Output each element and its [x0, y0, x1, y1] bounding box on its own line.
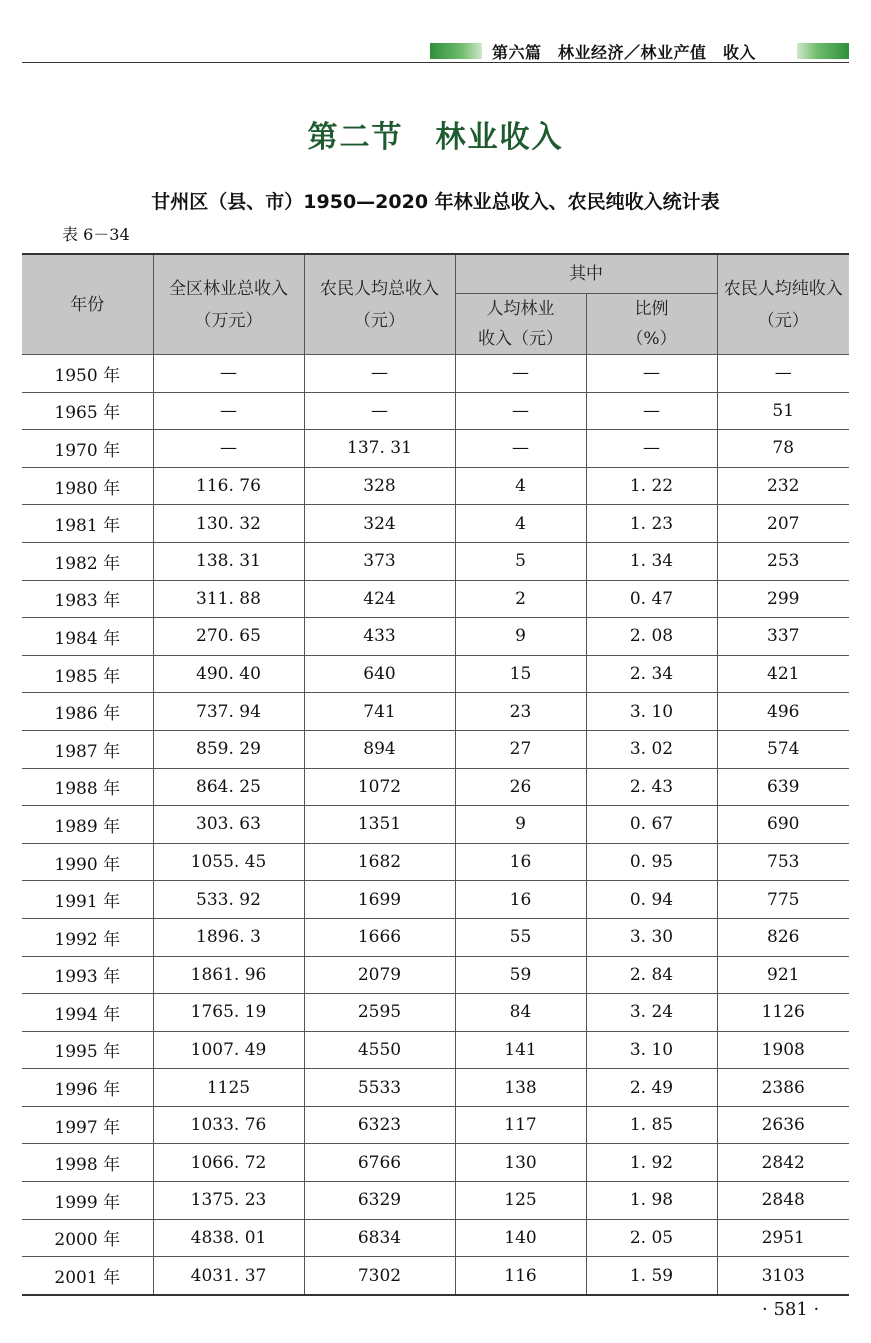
header-year: 年份	[22, 254, 153, 355]
cell-total-income: 864. 25	[153, 768, 304, 806]
cell-ratio: 1. 34	[586, 542, 717, 580]
cell-avg-income: 433	[304, 618, 455, 656]
table-row	[22, 768, 849, 806]
table-row	[22, 505, 849, 543]
table-row	[22, 430, 849, 468]
cell-year: 1950 年	[22, 355, 153, 393]
table-row	[22, 392, 849, 430]
cell-year: 1997 年	[22, 1106, 153, 1144]
table-label: 表 6－34	[62, 225, 130, 244]
cell-avg-income: 741	[304, 693, 455, 731]
table-row	[22, 918, 849, 956]
cell-avg-income: 373	[304, 542, 455, 580]
cell-net-income: 775	[717, 881, 849, 919]
table-row	[22, 806, 849, 844]
cell-ratio: 3. 10	[586, 693, 717, 731]
cell-net-income: 574	[717, 730, 849, 768]
cell-avg-income: 2595	[304, 994, 455, 1032]
cell-year: 1995 年	[22, 1031, 153, 1069]
cell-total-income: 4838. 01	[153, 1219, 304, 1257]
cell-net-income: 299	[717, 580, 849, 618]
cell-forest-income: 4	[455, 505, 586, 543]
cell-total-income: 533. 92	[153, 881, 304, 919]
cell-ratio: 2. 84	[586, 956, 717, 994]
cell-year: 1983 年	[22, 580, 153, 618]
cell-forest-income: 2	[455, 580, 586, 618]
cell-ratio: 2. 49	[586, 1069, 717, 1107]
cell-ratio: 1. 92	[586, 1144, 717, 1182]
cell-avg-income: —	[304, 392, 455, 430]
cell-avg-income: 1699	[304, 881, 455, 919]
cell-ratio: 0. 95	[586, 843, 717, 881]
table-row	[22, 618, 849, 656]
cell-net-income: 78	[717, 430, 849, 468]
cell-avg-income: 328	[304, 467, 455, 505]
cell-net-income: 921	[717, 956, 849, 994]
cell-net-income: 337	[717, 618, 849, 656]
cell-forest-income: —	[455, 392, 586, 430]
table-row	[22, 994, 849, 1032]
cell-net-income: 1908	[717, 1031, 849, 1069]
cell-net-income: 753	[717, 843, 849, 881]
cell-year: 1996 年	[22, 1069, 153, 1107]
cell-year: 1999 年	[22, 1182, 153, 1220]
header-forest-income: 人均林业 收入（元）	[455, 294, 586, 355]
table-row	[22, 580, 849, 618]
cell-net-income: 1126	[717, 994, 849, 1032]
table-row	[22, 467, 849, 505]
cell-forest-income: 84	[455, 994, 586, 1032]
cell-avg-income: 137. 31	[304, 430, 455, 468]
cell-ratio: 3. 02	[586, 730, 717, 768]
table-row	[22, 1182, 849, 1220]
cell-forest-income: 16	[455, 881, 586, 919]
table-row	[22, 843, 849, 881]
cell-year: 1992 年	[22, 918, 153, 956]
cell-ratio: 0. 67	[586, 806, 717, 844]
cell-avg-income: 640	[304, 655, 455, 693]
cell-total-income: 303. 63	[153, 806, 304, 844]
cell-forest-income: 138	[455, 1069, 586, 1107]
header-group: 其中	[455, 254, 717, 294]
table-row	[22, 1257, 849, 1295]
cell-net-income: 496	[717, 693, 849, 731]
cell-total-income: 1007. 49	[153, 1031, 304, 1069]
cell-forest-income: —	[455, 430, 586, 468]
table-row	[22, 1069, 849, 1107]
cell-avg-income: 894	[304, 730, 455, 768]
cell-year: 1989 年	[22, 806, 153, 844]
cell-year: 2001 年	[22, 1257, 153, 1295]
cell-year: 1987 年	[22, 730, 153, 768]
cell-total-income: 1066. 72	[153, 1144, 304, 1182]
cell-forest-income: 4	[455, 467, 586, 505]
cell-net-income: 232	[717, 467, 849, 505]
cell-forest-income: 15	[455, 655, 586, 693]
cell-forest-income: 26	[455, 768, 586, 806]
cell-ratio: 0. 47	[586, 580, 717, 618]
cell-forest-income: 125	[455, 1182, 586, 1220]
table-row	[22, 693, 849, 731]
cell-year: 1985 年	[22, 655, 153, 693]
cell-total-income: 1896. 3	[153, 918, 304, 956]
cell-net-income: 253	[717, 542, 849, 580]
section-title: 第二节 林业收入	[307, 120, 564, 155]
table-row	[22, 1106, 849, 1144]
header-decoration-left	[430, 43, 482, 59]
cell-ratio: 2. 43	[586, 768, 717, 806]
table-row	[22, 1031, 849, 1069]
cell-total-income: 311. 88	[153, 580, 304, 618]
cell-forest-income: —	[455, 355, 586, 393]
table-row	[22, 956, 849, 994]
cell-ratio: 0. 94	[586, 881, 717, 919]
cell-year: 1991 年	[22, 881, 153, 919]
cell-year: 1980 年	[22, 467, 153, 505]
cell-net-income: 2386	[717, 1069, 849, 1107]
header-total-income: 全区林业总收入 （万元）	[153, 254, 304, 355]
cell-ratio: —	[586, 392, 717, 430]
cell-net-income: 639	[717, 768, 849, 806]
cell-forest-income: 5	[455, 542, 586, 580]
table-header	[22, 254, 849, 355]
cell-forest-income: 9	[455, 618, 586, 656]
cell-avg-income: 324	[304, 505, 455, 543]
cell-net-income: 2848	[717, 1182, 849, 1220]
cell-ratio: 3. 24	[586, 994, 717, 1032]
cell-forest-income: 130	[455, 1144, 586, 1182]
cell-year: 1982 年	[22, 542, 153, 580]
cell-total-income: 4031. 37	[153, 1257, 304, 1295]
header-rule	[22, 62, 849, 63]
cell-total-income: 1375. 23	[153, 1182, 304, 1220]
cell-ratio: 1. 22	[586, 467, 717, 505]
cell-net-income: 826	[717, 918, 849, 956]
cell-year: 1998 年	[22, 1144, 153, 1182]
cell-avg-income: 6834	[304, 1219, 455, 1257]
cell-year: 1970 年	[22, 430, 153, 468]
cell-year: 1984 年	[22, 618, 153, 656]
cell-year: 1986 年	[22, 693, 153, 731]
cell-net-income: 2636	[717, 1106, 849, 1144]
page-number: · 581 ·	[762, 1299, 820, 1320]
cell-ratio: —	[586, 430, 717, 468]
cell-forest-income: 23	[455, 693, 586, 731]
table-title: 甘州区（县、市）1950—2020 年林业总收入、农民纯收入统计表	[151, 191, 720, 213]
table-row	[22, 1219, 849, 1257]
cell-avg-income: 4550	[304, 1031, 455, 1069]
cell-avg-income: 424	[304, 580, 455, 618]
cell-net-income: 207	[717, 505, 849, 543]
cell-total-income: 1861. 96	[153, 956, 304, 994]
header-ratio: 比例 （%）	[586, 294, 717, 355]
cell-year: 2000 年	[22, 1219, 153, 1257]
cell-year: 1993 年	[22, 956, 153, 994]
table-row	[22, 730, 849, 768]
cell-total-income: 1125	[153, 1069, 304, 1107]
header-avg-income: 农民人均总收入 （元）	[304, 254, 455, 355]
cell-ratio: 1. 59	[586, 1257, 717, 1295]
cell-ratio: 1. 85	[586, 1106, 717, 1144]
table-row	[22, 655, 849, 693]
cell-net-income: 2951	[717, 1219, 849, 1257]
cell-avg-income: 6766	[304, 1144, 455, 1182]
table-row	[22, 881, 849, 919]
cell-avg-income: 6323	[304, 1106, 455, 1144]
cell-avg-income: 2079	[304, 956, 455, 994]
cell-forest-income: 140	[455, 1219, 586, 1257]
cell-ratio: 2. 34	[586, 655, 717, 693]
cell-avg-income: 6329	[304, 1182, 455, 1220]
cell-year: 1994 年	[22, 994, 153, 1032]
cell-avg-income: —	[304, 355, 455, 393]
cell-forest-income: 16	[455, 843, 586, 881]
cell-year: 1965 年	[22, 392, 153, 430]
header-net-income: 农民人均纯收入 （元）	[717, 254, 849, 355]
cell-ratio: —	[586, 355, 717, 393]
cell-total-income: —	[153, 430, 304, 468]
running-header: 第六篇 林业经济／林业产值 收入	[492, 43, 757, 62]
cell-year: 1981 年	[22, 505, 153, 543]
cell-avg-income: 1666	[304, 918, 455, 956]
cell-total-income: 138. 31	[153, 542, 304, 580]
cell-avg-income: 1351	[304, 806, 455, 844]
header-decoration-right	[797, 43, 849, 59]
cell-avg-income: 1682	[304, 843, 455, 881]
cell-net-income: 3103	[717, 1257, 849, 1295]
cell-ratio: 2. 05	[586, 1219, 717, 1257]
cell-total-income: 1765. 19	[153, 994, 304, 1032]
cell-forest-income: 116	[455, 1257, 586, 1295]
cell-total-income: 737. 94	[153, 693, 304, 731]
cell-year: 1990 年	[22, 843, 153, 881]
cell-net-income: 2842	[717, 1144, 849, 1182]
table-row	[22, 1144, 849, 1182]
table-body	[22, 355, 849, 1295]
cell-total-income: —	[153, 392, 304, 430]
cell-forest-income: 27	[455, 730, 586, 768]
cell-total-income: —	[153, 355, 304, 393]
cell-total-income: 1055. 45	[153, 843, 304, 881]
cell-avg-income: 5533	[304, 1069, 455, 1107]
cell-avg-income: 7302	[304, 1257, 455, 1295]
cell-total-income: 1033. 76	[153, 1106, 304, 1144]
table-row	[22, 355, 849, 393]
cell-forest-income: 141	[455, 1031, 586, 1069]
cell-net-income: 690	[717, 806, 849, 844]
income-statistics-table	[22, 253, 849, 1296]
cell-total-income: 490. 40	[153, 655, 304, 693]
cell-ratio: 1. 98	[586, 1182, 717, 1220]
cell-forest-income: 117	[455, 1106, 586, 1144]
cell-forest-income: 9	[455, 806, 586, 844]
cell-ratio: 3. 30	[586, 918, 717, 956]
cell-ratio: 3. 10	[586, 1031, 717, 1069]
cell-total-income: 116. 76	[153, 467, 304, 505]
cell-total-income: 130. 32	[153, 505, 304, 543]
cell-total-income: 859. 29	[153, 730, 304, 768]
cell-total-income: 270. 65	[153, 618, 304, 656]
cell-ratio: 2. 08	[586, 618, 717, 656]
cell-net-income: —	[717, 355, 849, 393]
cell-avg-income: 1072	[304, 768, 455, 806]
cell-net-income: 421	[717, 655, 849, 693]
table-row	[22, 542, 849, 580]
cell-forest-income: 55	[455, 918, 586, 956]
cell-forest-income: 59	[455, 956, 586, 994]
cell-year: 1988 年	[22, 768, 153, 806]
cell-net-income: 51	[717, 392, 849, 430]
cell-ratio: 1. 23	[586, 505, 717, 543]
